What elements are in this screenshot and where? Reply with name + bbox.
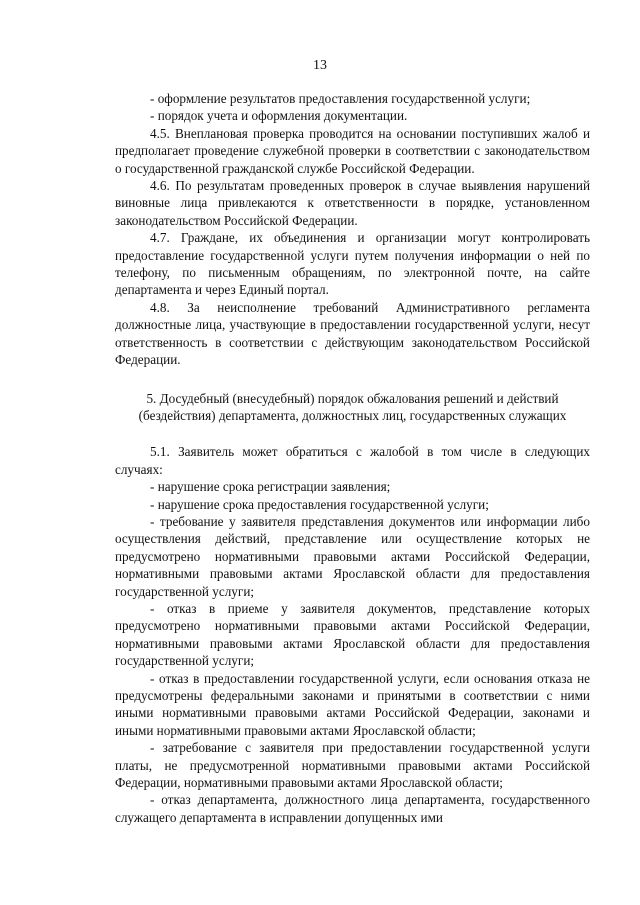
paragraph-4-5: 4.5. Внеплановая проверка проводится на основании поступивших жалоб и предполагает проведение служебной проверки в соответствии с законодательством о государственной гражданской службе Российской Федерации.: [115, 125, 590, 176]
section-heading: 5. Досудебный (внесудебный) порядок обжалования решений и действий (бездействия) департамента, должностных лиц, государственных служащих: [138, 390, 567, 423]
list-item: - отказ в приеме у заявителя документов, представление которых предусмотрено нормативными правовыми актами Российской Федерации, нормативными правовыми актами Ярославской области для предоставления государственной услуги;: [115, 600, 590, 669]
list-item: - отказ департамента, должностного лица департамента, государственного служащего департамента в исправлении допущенных ими: [115, 792, 590, 825]
page-number: 13: [313, 58, 327, 73]
list-item: - нарушение срока регистрации заявления;: [150, 479, 391, 495]
paragraph-4-7: 4.7. Граждане, их объединения и организации могут контролировать предоставление государственной услуги путем получения информации о ней по телефону, по письменным обращениям, по электронной почте, на сайте департамента и через Единый портал.: [115, 230, 590, 298]
paragraph-5-1: 5.1. Заявитель может обратиться с жалобой в том числе в следующих случаях:: [115, 444, 590, 477]
list-item: - порядок учета и оформления документации.: [150, 108, 408, 124]
scan-speck: [70, 843, 74, 847]
list-item: - требование у заявителя представления документов или информации либо осуществления действий, представление или осуществление которых не предусмотрено нормативными правовыми актами Российской Федерации, нормативными правовыми актами Ярославской области для предоставления государственной услуги;: [115, 513, 590, 599]
document-body: [115, 90, 590, 826]
list-item: - нарушение срока предоставления государственной услуги;: [150, 496, 489, 512]
list-item: - затребование с заявителя при предоставлении государственной услуги платы, не предусмотренной нормативными правовыми актами Российской Федерации, нормативными правовыми актами Ярославской области;: [115, 740, 590, 791]
paragraph-4-6: 4.6. По результатам проведенных проверок в случае выявления нарушений виновные лица привлекаются к ответственности в порядке, установленном законодательством Российской Федерации.: [115, 178, 590, 228]
list-item: - оформление результатов предоставления государственной услуги;: [150, 91, 531, 106]
list-item: - отказ в предоставлении государственной услуги, если основания отказа не предусмотрены федеральными законами и принятыми в соответствии с ними иными нормативными правовыми актами Российской Федерации, законами и иными нормативными правовыми актами Ярославской области;: [115, 670, 590, 738]
paragraph-4-8: 4.8. За неисполнение требований Административного регламента должностные лица, участвующие в предоставлении государственной услуги, несут ответственность в соответствии с действующим законодательством Российской Федерации.: [115, 299, 590, 368]
